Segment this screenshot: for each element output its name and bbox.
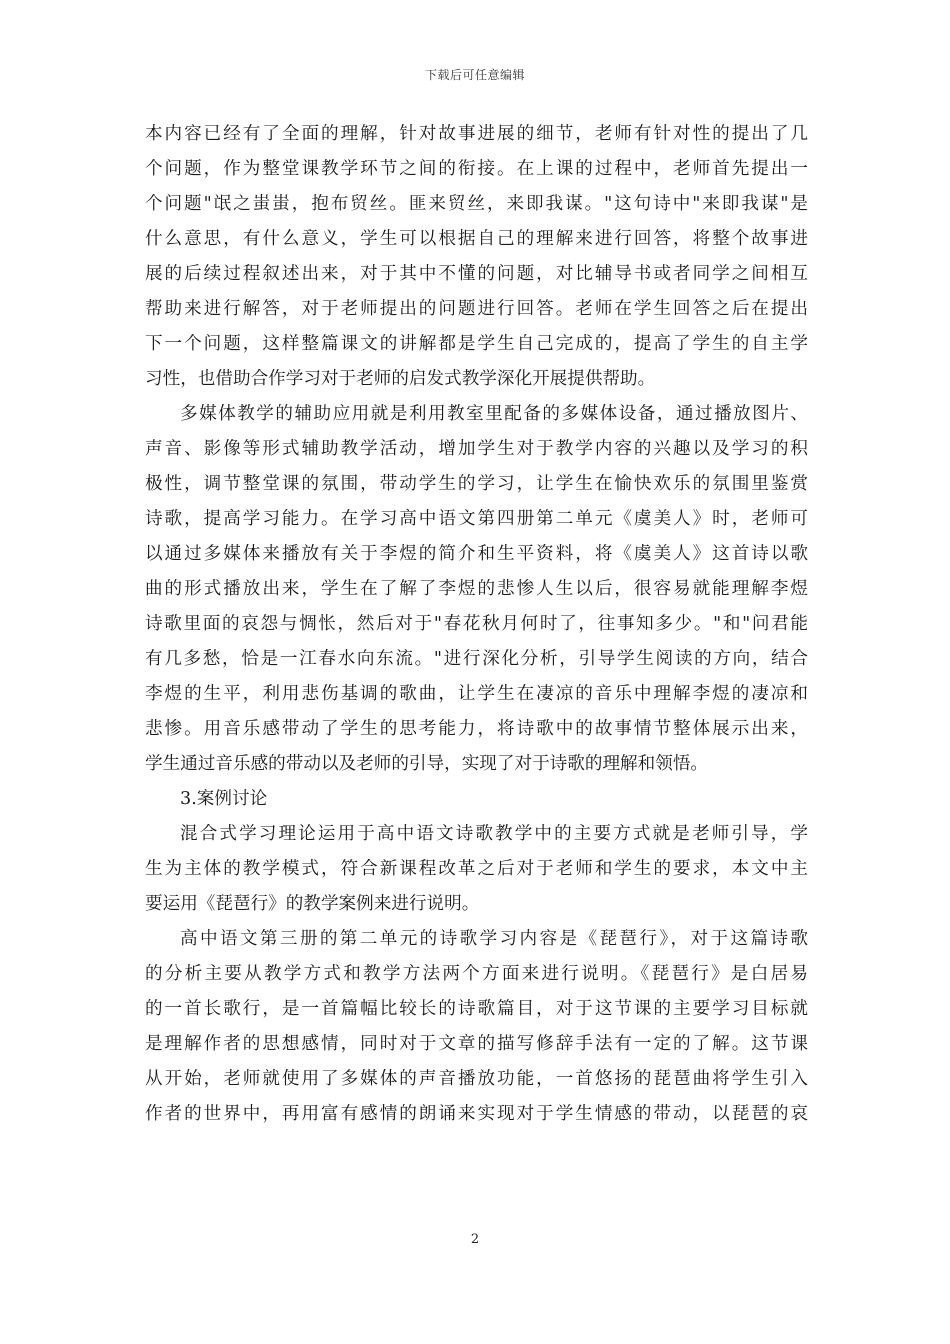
text-line: 从开始，老师就使用了多媒体的声音播放功能，一首悠扬的琵琶曲将学生引入: [145, 1069, 808, 1089]
page-number: 2: [470, 1232, 480, 1247]
text-line: 生为主体的教学模式，符合新课程改革之后对于老师和学生的要求，本文中主: [145, 859, 808, 879]
text-line: 下一个问题，这样整篇课文的讲解都是学生自己完成的，提高了学生的自主学: [145, 334, 808, 354]
text-line: 李煜的生平，利用悲伤基调的歌曲，让学生在凄凉的音乐中理解李煜的凄凉和: [145, 684, 808, 704]
text-line: 的分析主要从教学方式和教学方法两个方面来进行说明。《琵琶行》是白居易: [145, 964, 808, 984]
text-line: 混合式学习理论运用于高中语文诗歌教学中的主要方式就是老师引导，学: [180, 824, 808, 844]
text-line: 声音、影像等形式辅助教学活动，增加学生对于教学内容的兴趣以及学习的积: [145, 439, 808, 459]
text-line: 作者的世界中，再用富有感情的朗诵来实现对于学生情感的带动，以琵琶的哀: [145, 1104, 808, 1124]
text-line: 曲的形式播放出来，学生在了解了李煜的悲惨人生以后，很容易就能理解李煜: [145, 579, 808, 599]
text-line: 要运用《琵琶行》的教学案例来进行说明。: [145, 894, 480, 914]
text-line: 个问题，作为整堂课教学环节之间的衔接。在上课的过程中，老师首先提出一: [145, 159, 808, 179]
text-line: 悲惨。用音乐感带动了学生的思考能力，将诗歌中的故事情节整体展示出来，: [145, 719, 808, 739]
text-line: 以通过多媒体来播放有关于李煜的简介和生平资料，将《虞美人》这首诗以歌: [145, 544, 808, 564]
text-line: 极性，调节整堂课的氛围，带动学生的学习，让学生在愉快欢乐的氛围里鉴赏: [145, 474, 808, 494]
body-text: [145, 117, 808, 1132]
text-line: 是理解作者的思想感情，同时对于文章的描写修辞手法有一定的了解。这节课: [145, 1034, 808, 1054]
text-line: 学生通过音乐感的带动以及老师的引导，实现了对于诗歌的理解和领悟。: [145, 754, 709, 774]
text-line: 的一首长歌行，是一首篇幅比较长的诗歌篇目，对于这节课的主要学习目标就: [145, 999, 808, 1019]
page-header: 下载后可任意编辑: [424, 68, 525, 82]
text-line: 本内容已经有了全面的理解，针对故事进展的细节，老师有针对性的提出了几: [145, 124, 808, 144]
text-line: 展的后续过程叙述出来，对于其中不懂的问题，对比辅导书或者同学之间相互: [145, 264, 808, 284]
text-line: 有几多愁，恰是一江春水向东流。"进行深化分析，引导学生阅读的方向，结合: [145, 649, 808, 669]
text-line: 什么意思，有什么意义，学生可以根据自己的理解来进行回答，将整个故事进: [145, 229, 808, 249]
text-line: 诗歌，提高学习能力。在学习高中语文第四册第二单元《虞美人》时，老师可: [145, 509, 808, 529]
text-line: 高中语文第三册的第二单元的诗歌学习内容是《琵琶行》，对于这篇诗歌: [180, 929, 808, 949]
section-heading: 3.案例讨论: [180, 789, 268, 809]
text-line: 多媒体教学的辅助应用就是利用教室里配备的多媒体设备，通过播放图片、: [180, 404, 808, 424]
text-line: 诗歌里面的哀怨与惆怅，然后对于"春花秋月何时了，往事知多少。"和"问君能: [145, 614, 808, 634]
text-line: 帮助来进行解答，对于老师提出的问题进行回答。老师在学生回答之后在提出: [145, 299, 808, 319]
text-line: 个问题"氓之蚩蚩，抱布贸丝。匪来贸丝，来即我谋。"这句诗中"来即我谋"是: [145, 194, 808, 214]
text-line: 习性，也借助合作学习对于老师的启发式教学深化开展提供帮助。: [145, 369, 656, 389]
